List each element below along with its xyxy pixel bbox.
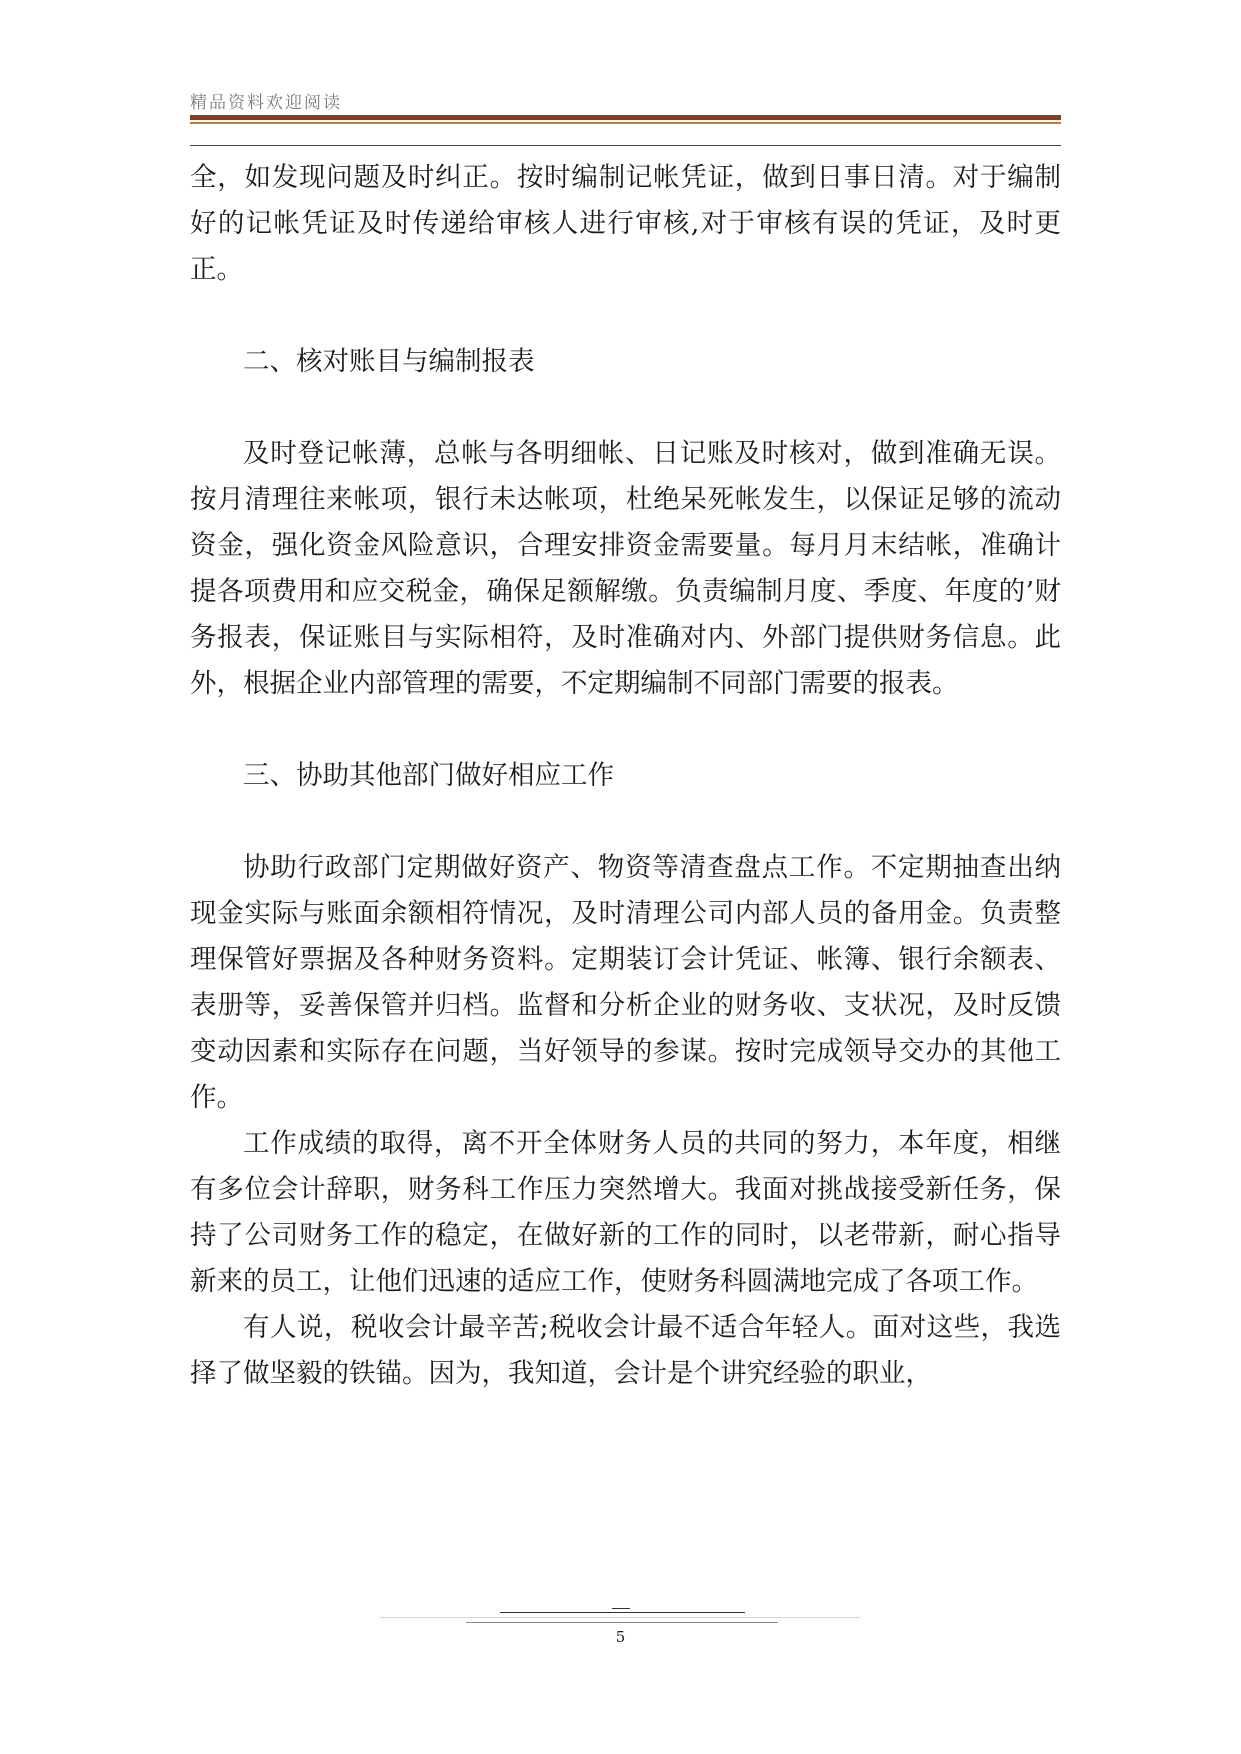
page-header-title: 精品资料欢迎阅读 bbox=[190, 93, 342, 113]
continued-paragraph: 全，如发现问题及时纠正。按时编制记帐凭证，做到日事日清。对于编制好的记帐凭证及时传递给审核人进行审核,对于审核有误的凭证，及时更正。 bbox=[190, 162, 1061, 285]
section-3-heading: 三、协助其他部门做好相应工作 bbox=[243, 760, 614, 791]
footer-rule-accent bbox=[612, 1608, 630, 1609]
header-underline bbox=[190, 145, 1061, 146]
header-rule-thick bbox=[190, 115, 1061, 120]
section-2-paragraph: 及时登记帐薄，总帐与各明细帐、日记账及时核对，做到准确无误。按月清理往来帐项，银行未达帐项，杜绝呆死帐发生，以保证足够的流动资金，强化资金风险意识，合理安排资金需要量。每月月末结帐，准确计提各项费用和应交税金，确保足额解缴。负责编制月度、季度、年度的’财务报表，保证账目与实际相符，及时准确对内、外部门提供财务信息。此外，根据企业内部管理的需要，不定期编制不同部门需要的报表。 bbox=[190, 438, 1061, 699]
footer-rule-light bbox=[380, 1617, 860, 1618]
achievement-paragraph: 工作成绩的取得，离不开全体财务人员的共同的努力，本年度，相继有多位会计辞职，财务科工作压力突然增大。我面对挑战接受新任务，保持了公司财务工作的稳定，在做好新的工作的同时，以老带新，耐心指导新来的员工，让他们迅速的适应工作，使财务科圆满地完成了各项工作。 bbox=[190, 1128, 1061, 1297]
section-3-paragraph: 协助行政部门定期做好资产、物资等清查盘点工作。不定期抽查出纳现金实际与账面余额相符情况，及时清理公司内部人员的备用金。负责整理保管好票据及各种财务资料。定期装订会计凭证、帐簿、银行余额表、表册等，妥善保管并归档。监督和分析企业的财务收、支状况，及时反馈变动因素和实际存在问题，当好领导的参谋。按时完成领导交办的其他工作。 bbox=[190, 852, 1061, 1113]
page-number: 5 bbox=[615, 1628, 626, 1646]
tax-accounting-paragraph: 有人说，税收会计最辛苦;税收会计最不适合年轻人。面对这些，我选择了做坚毅的铁锚。因为，我知道，会计是个讲究经验的职业， bbox=[190, 1312, 1061, 1389]
section-2-heading: 二、核对账目与编制报表 bbox=[243, 346, 535, 377]
document-body bbox=[190, 155, 1061, 1397]
header-rule-thin bbox=[190, 122, 1061, 124]
footer-rule-dark bbox=[500, 1612, 745, 1613]
footer-rule-mid bbox=[466, 1622, 778, 1623]
